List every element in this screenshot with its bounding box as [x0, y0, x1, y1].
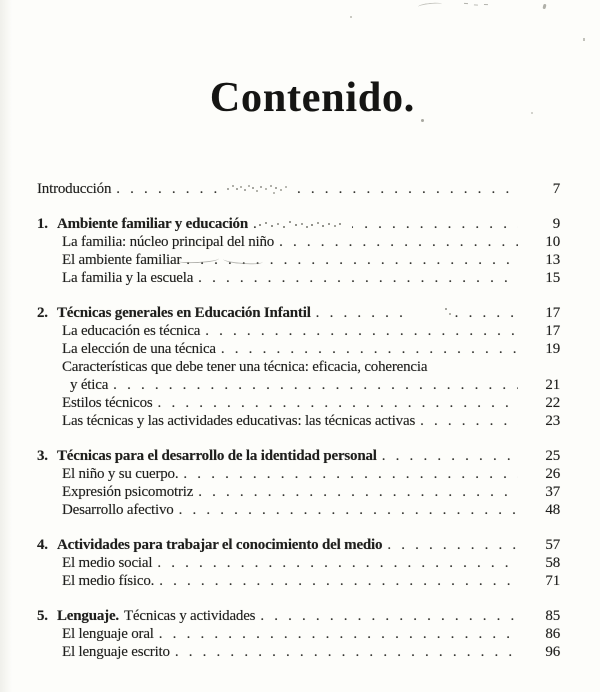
page-number: 86	[545, 626, 560, 642]
dot-leader	[415, 412, 518, 430]
toc-entry-chapter	[37, 304, 560, 322]
dot-leader	[111, 180, 518, 198]
toc-entry-sub	[37, 412, 560, 430]
toc-entry-sub	[37, 465, 560, 483]
dot-leader	[153, 394, 518, 412]
page-number: 48	[545, 502, 560, 518]
page-number: 7	[552, 181, 560, 197]
entry-title: Características que debe tener una técnica: eficacia, coherencia	[62, 359, 428, 375]
page-number: 13	[545, 252, 560, 268]
page-number: 10	[545, 234, 560, 250]
entry-title: La familia: núcleo principal del niño	[62, 234, 275, 250]
entry-title: Introducción	[37, 181, 112, 197]
scan-speck	[418, 2, 442, 9]
entry-title: Expresión psicomotriz	[62, 484, 194, 500]
toc-entry-chapter	[37, 447, 560, 465]
toc-entry-sub	[37, 501, 560, 519]
dot-leader	[154, 625, 518, 643]
entry-title: El lenguaje oral	[62, 626, 154, 642]
page-number: 58	[545, 555, 560, 571]
page-number: 25	[545, 448, 560, 464]
entry-title: La educación es técnica	[62, 323, 201, 339]
chapter-number: 4.	[37, 537, 48, 553]
dot-leader	[274, 233, 518, 251]
page-number: 17	[545, 305, 560, 321]
toc-entry-chapter	[37, 607, 560, 625]
entry-title: La elección de una técnica	[62, 341, 216, 357]
title-period: .	[403, 75, 416, 121]
entry-title: La familia y la escuela	[62, 270, 194, 286]
page-number: 9	[552, 216, 560, 232]
page-number: 57	[545, 537, 560, 553]
chapter-number: 2.	[37, 305, 48, 321]
toc-entry-cont	[37, 376, 560, 394]
entry-title: El medio social	[62, 555, 153, 571]
entry-title: Técnicas para el desarrollo de la identidad personal	[57, 448, 377, 464]
toc-entry-sub	[37, 625, 560, 643]
dot-leader	[248, 215, 518, 233]
page-number: 22	[545, 395, 560, 411]
toc-entry-sub	[37, 394, 560, 412]
scan-speck	[350, 16, 352, 18]
dot-leader	[193, 483, 518, 501]
entry-title: Las técnicas y las actividades educativas: las técnicas activas	[62, 413, 416, 429]
page-number: 19	[545, 341, 560, 357]
toc-entry-wrap	[37, 358, 560, 376]
dot-leader	[200, 322, 518, 340]
page-left-edge-shadow	[0, 0, 12, 692]
chapter-number: 5.	[37, 608, 48, 624]
entry-title: El lenguaje escrito	[62, 644, 170, 660]
page-number: 85	[545, 608, 560, 624]
entry-title: El medio físico.	[62, 573, 155, 589]
dot-leader	[170, 643, 518, 661]
dot-leader	[152, 554, 518, 572]
page-number: 37	[545, 484, 560, 500]
toc-entry-chapter	[37, 215, 560, 233]
entry-title: y ética	[70, 377, 109, 393]
dot-leader	[193, 269, 518, 287]
chapter-number: 3.	[37, 448, 48, 464]
entry-title-secondary: Técnicas y actividades	[123, 608, 256, 624]
toc-entry-sub	[37, 269, 560, 287]
dot-leader	[154, 572, 518, 590]
entry-title: El niño y su cuerpo.	[62, 466, 179, 482]
entry-title: Técnicas generales en Educación Infantil	[57, 305, 311, 321]
page-number: 23	[545, 413, 560, 429]
toc-list	[0, 180, 600, 661]
dot-leader	[178, 465, 518, 483]
toc-entry-sub	[37, 643, 560, 661]
toc-entry-sub	[37, 340, 560, 358]
toc-entry-sub	[37, 554, 560, 572]
page-number: 21	[545, 377, 560, 393]
dot-leader	[255, 607, 518, 625]
dot-leader	[108, 376, 518, 394]
entry-title: Lenguaje.	[57, 608, 119, 624]
dot-leader	[377, 447, 518, 465]
page-number: 96	[545, 644, 560, 660]
toc-entry-sub	[37, 572, 560, 590]
dot-leader	[311, 304, 518, 322]
page-title	[0, 74, 600, 122]
toc-entry-sub	[37, 483, 560, 501]
entry-title: Estilos técnicos	[62, 395, 153, 411]
toc-entry-sub	[37, 251, 560, 269]
toc-entry-sub	[37, 233, 560, 251]
scan-speck	[464, 3, 468, 4]
toc-entry-sub	[37, 322, 560, 340]
page-number: 17	[545, 323, 560, 339]
entry-title: Actividades para trabajar el conocimiento del medio	[57, 537, 383, 553]
entry-title: Desarrollo afectivo	[62, 502, 174, 518]
chapter-number: 1.	[37, 216, 48, 232]
toc-entry-chapter	[37, 536, 560, 554]
entry-title: El ambiente familiar	[62, 252, 182, 268]
dot-leader	[382, 536, 518, 554]
page-title-text: Contenido	[209, 75, 404, 121]
toc-entry-intro	[37, 180, 560, 198]
page-number: 26	[545, 466, 560, 482]
page-number: 15	[545, 270, 560, 286]
dot-leader	[181, 251, 518, 269]
dot-leader	[174, 501, 518, 519]
scan-speck	[542, 4, 546, 10]
scan-speck	[583, 38, 585, 41]
entry-title: Ambiente familiar y educación	[57, 216, 248, 232]
dot-leader	[216, 340, 518, 358]
page-number: 71	[545, 573, 560, 589]
